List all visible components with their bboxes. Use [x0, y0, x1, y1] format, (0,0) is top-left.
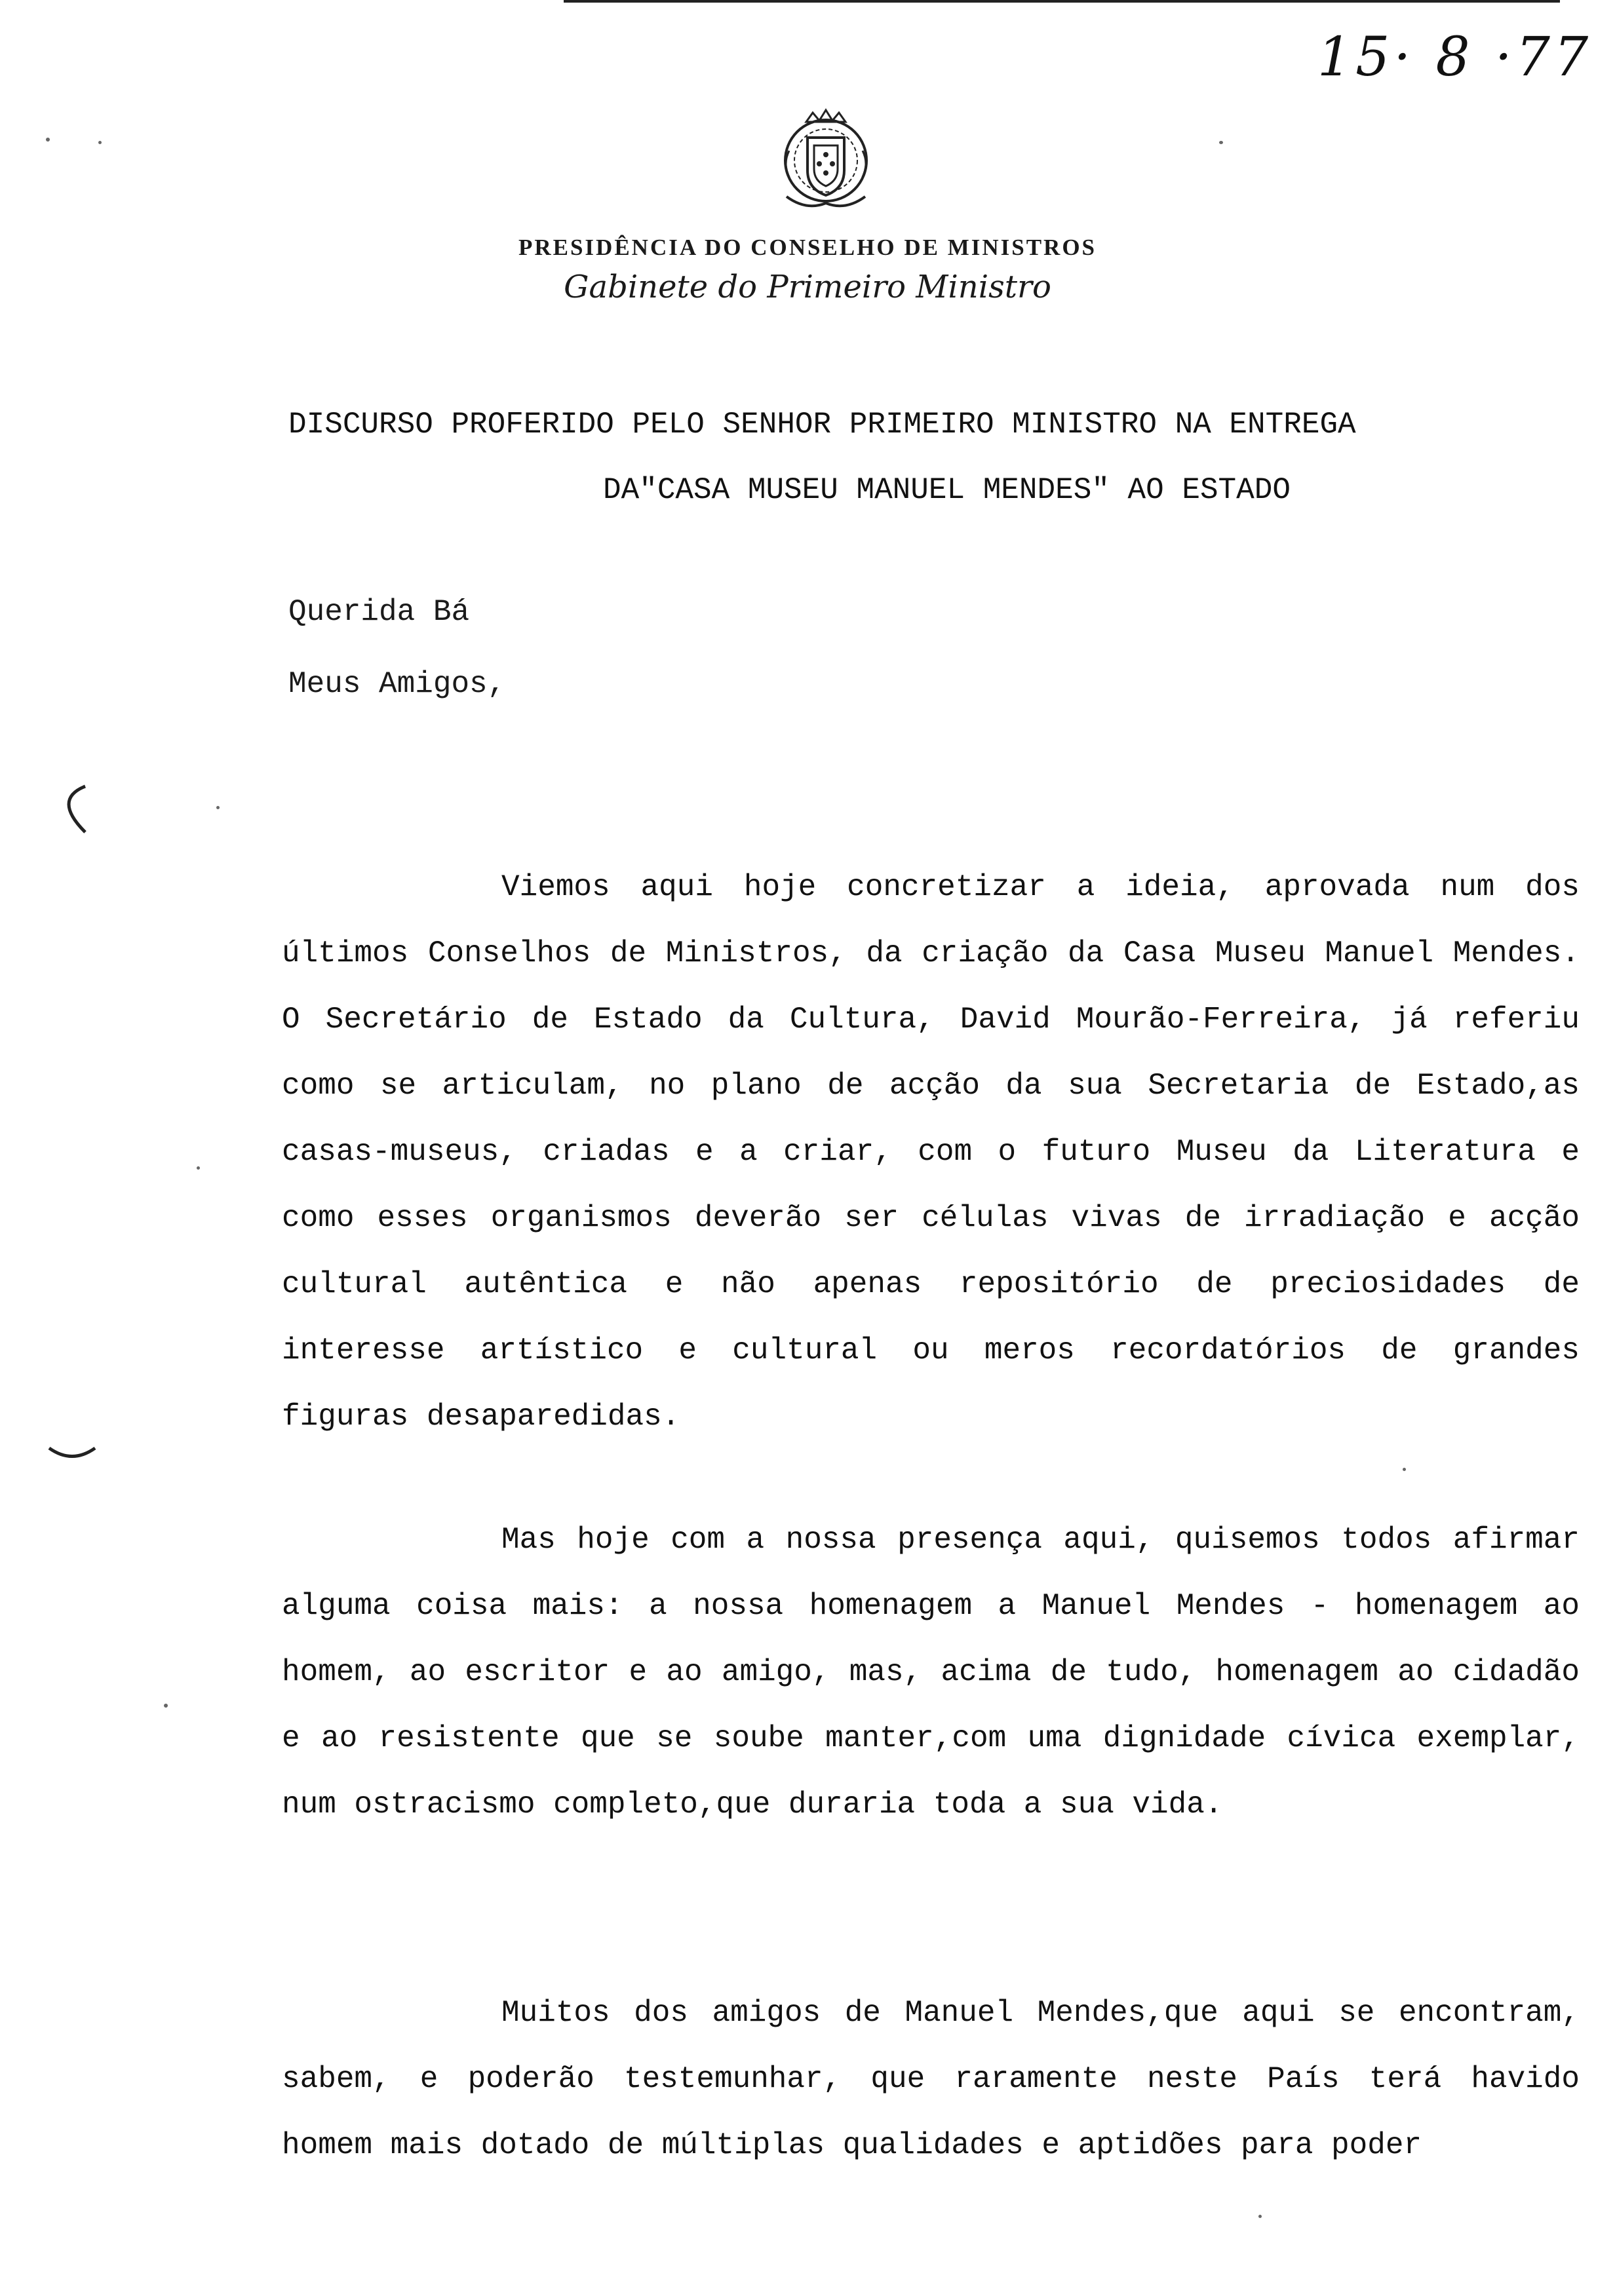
speech-title-line-2: DA"CASA MUSEU MANUEL MENDES" AO ESTADO: [603, 473, 1291, 507]
scan-speck: [1403, 1468, 1406, 1471]
paragraph: [282, 1980, 1580, 2179]
scan-speck: [1219, 141, 1223, 144]
paragraph-text: Mas hoje com a nossa presença aqui, quisemos todos afirmar alguma coisa mais: a nossa homenagem a Manuel Mendes - homenagem ao homem, ao escritor e ao amigo, mas, acima de tudo, homenagem ao cidadão e ao resistente que se soube manter,com uma dignidade cívica exemplar, num ostracismo completo,que duraria toda a sua vida.: [282, 1523, 1580, 1822]
punch-hole-mark-icon: [39, 780, 98, 839]
scan-speck: [164, 1704, 168, 1708]
salutation-line-2: Meus Amigos,: [288, 667, 506, 701]
paragraph-text: Muitos dos amigos de Manuel Mendes,que aqui se encontram, sabem, e poderão testemunhar, que raramente neste País terá havido homem mais dotado de múltiplas qualidades e aptidões para poder: [282, 1996, 1580, 2162]
salutation-line-1: Querida Bá: [288, 595, 470, 629]
paragraph: [282, 854, 1580, 1450]
organization-name: PRESIDÊNCIA DO CONSELHO DE MINISTROS: [518, 235, 1097, 260]
handwritten-date: 15· 8 ·77: [1317, 26, 1593, 88]
scan-speck: [46, 138, 50, 142]
scan-speck: [98, 141, 102, 144]
scan-speck: [197, 1166, 200, 1170]
top-rule: [564, 0, 1560, 3]
scan-speck: [216, 806, 220, 809]
scan-speck: [1258, 2215, 1262, 2218]
office-name: Gabinete do Primeiro Ministro: [564, 269, 1051, 305]
paragraph: [282, 1507, 1580, 1838]
speech-title-line-1: DISCURSO PROFERIDO PELO SENHOR PRIMEIRO MINISTRO NA ENTREGA: [288, 408, 1356, 442]
paragraph-text: Viemos aqui hoje concretizar a ideia, aprovada num dos últimos Conselhos de Ministros, da criação da Casa Museu Manuel Mendes. O Secretário de Estado da Cultura, David Mourão-Ferreira, já referiu como se articulam, no plano de acção da sua Secretaria de Estado,as casas-museus, criadas e a criar, com o futuro Museu da Literatura e como esses organismos deverão ser células vivas de irradiação e acção cultural autêntica e não apenas repositório de preciosidades de interesse artístico e cultural ou meros recordatórios de grandes figuras desaparedidas.: [282, 870, 1580, 1434]
coat-of-arms-icon: [767, 98, 885, 216]
punch-hole-mark-icon: [39, 1428, 98, 1487]
